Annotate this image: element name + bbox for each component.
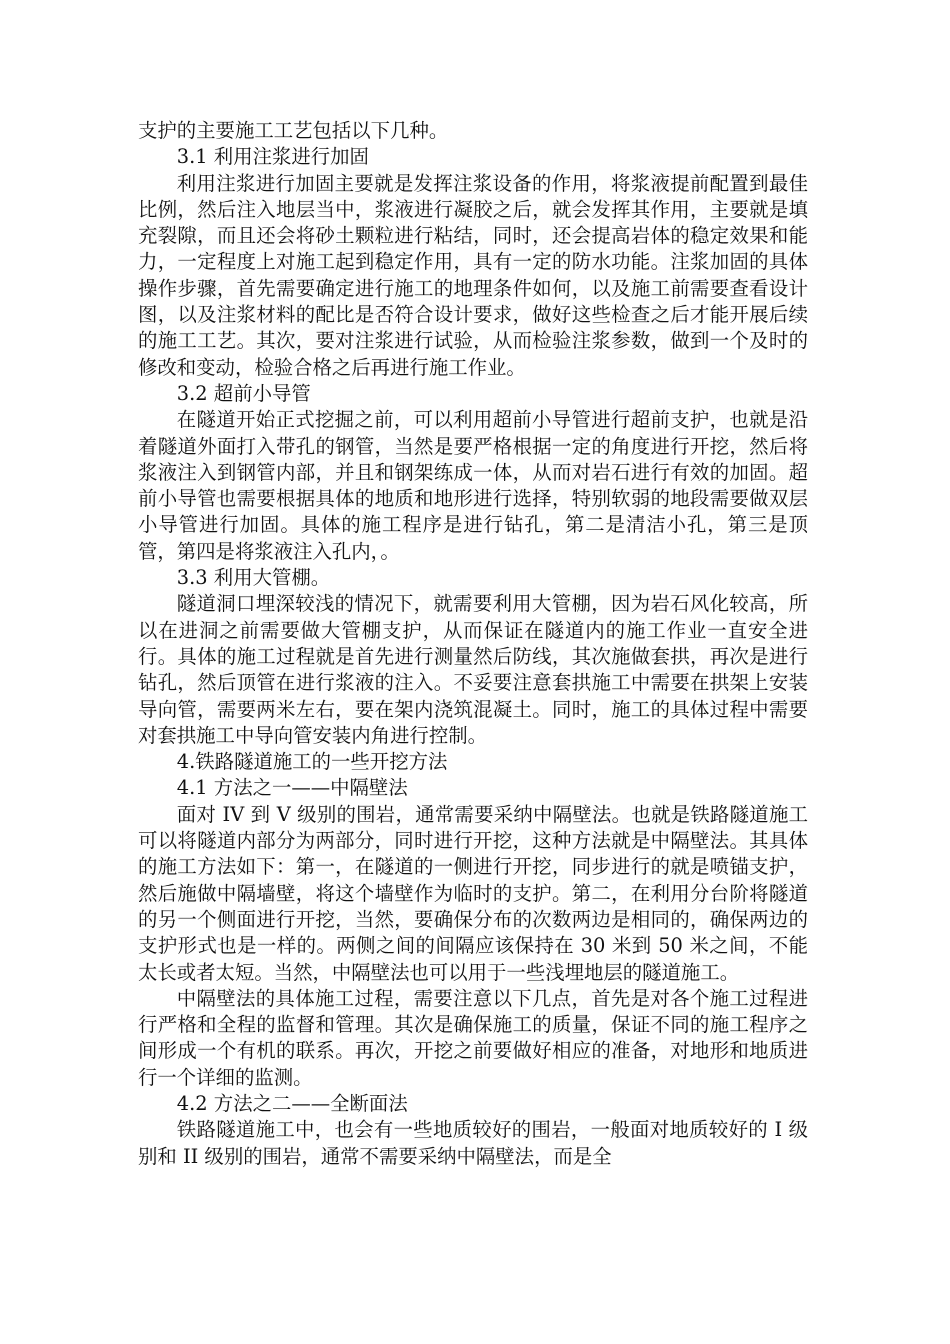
paragraph-small-conduit: 在隧道开始正式挖掘之前，可以利用超前小导管进行超前支护，也就是沿着隧道外面打入带孔的钢管，当然是要严格根据一定的角度进行开挖，然后将浆液注入到钢管内部，并且和钢架练成一体，从而对岩石进行有效的加固。超前小导管也需要根据具体的地质和地形进行选择，特别软弱的地段需要做双层小导管进行加固。具体的施工程序是进行钻孔，第二是清洁小孔，第三是顶管，第四是将浆液注入孔内，。 — [138, 408, 808, 563]
document-body — [138, 118, 808, 1170]
heading-4-1: 4.1 方法之一——中隔壁法 — [176, 776, 408, 800]
heading-3-2: 3.2 超前小导管 — [176, 381, 311, 405]
paragraph-full-face: 铁路隧道施工中，也会有一些地质较好的围岩，一般面对地质较好的 I 级别和 II 级别的围岩，通常不需要采纳中隔壁法，而是全 — [138, 1118, 808, 1168]
heading-4-2: 4.2 方法之二——全断面法 — [176, 1091, 408, 1115]
paragraph-grouting: 利用注浆进行加固主要就是发挥注浆设备的作用，将浆液提前配置到最佳比例，然后注入地层当中，浆液进行凝胶之后，就会发挥其作用，主要就是填充裂隙，而且还会将砂土颗粒进行粘结，同时，还会提高岩体的稳定效果和能力，一定程度上对施工起到稳定作用，具有一定的防水功能。注浆加固的具体操作步骤，首先需要确定进行施工的地理条件如何，以及施工前需要查看设计图，以及注浆材料的配比是否符合设计要求，做好这些检查之后才能开展后续的施工工艺。其次，要对注浆进行试验，从而检验注浆参数，做到一个及时的修改和变动，检验合格之后再进行施工作业。 — [138, 171, 808, 379]
paragraph-center-diaphragm-notes: 中隔壁法的具体施工过程，需要注意以下几点，首先是对各个施工过程进行严格和全程的监督和管理。其次是确保施工的质量，保证不同的施工程序之间形成一个有机的联系。再次，开挖之前要做好相应的准备，对地形和地质进行一个详细的监测。 — [138, 986, 808, 1089]
heading-3-3: 3.3 利用大管棚。 — [176, 566, 331, 590]
paragraph-intro-continuation: 支护的主要施工工艺包括以下几种。 — [138, 119, 449, 142]
paragraph-pipe-shed: 隧道洞口埋深较浅的情况下，就需要利用大管棚，因为岩石风化较高，所以在进洞之前需要做大管棚支护，从而保证在隧道内的施工作业一直安全进行。具体的施工过程就是首先进行测量然后防线，其次施做套拱，再次是进行钻孔，然后顶管在进行浆液的注入。不妥要注意套拱施工中需要在拱架上安装导向管，需要两米左右，要在架内浇筑混凝土。同时，施工的具体过程中需要对套拱施工中导向管安装内角进行控制。 — [138, 592, 808, 747]
paragraph-center-diaphragm: 面对 IV 到 V 级别的围岩，通常需要采纳中隔壁法。也就是铁路隧道施工可以将隧道内部分为两部分，同时进行开挖，这种方法就是中隔壁法。其具体的施工方法如下：第一，在隧道的一侧进行开挖，同步进行的就是喷锚支护，然后施做中隔墙壁，将这个墙壁作为临时的支护。第二，在利用分台阶将隧道的另一个侧面进行开挖，当然，要确保分布的次数两边是相同的，确保两边的支护形式也是一样的。两侧之间的间隔应该保持在 30 米到 50 米之间，不能太长或者太短。当然，中隔壁法也可以用于一些浅埋地层的隧道施工。 — [138, 802, 808, 984]
heading-3-1: 3.1 利用注浆进行加固 — [176, 145, 369, 169]
heading-4: 4.铁路隧道施工的一些开挖方法 — [176, 750, 448, 774]
